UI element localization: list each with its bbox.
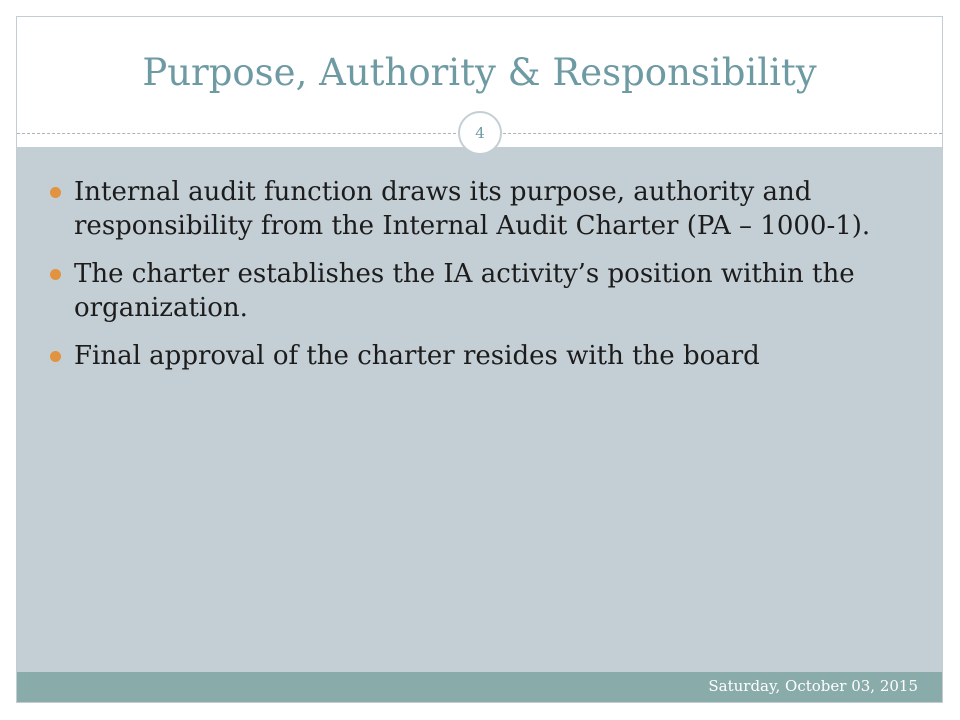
footer-date: Saturday, October 03, 2015 xyxy=(708,677,918,695)
bullet-text: The charter establishes the IA activity’s position within the organization. xyxy=(74,259,855,323)
footer-band xyxy=(17,672,942,702)
slide xyxy=(16,16,943,703)
page-number: 4 xyxy=(475,124,485,142)
bullet-dot-icon xyxy=(50,351,61,362)
slide-title: Purpose, Authority & Responsibility xyxy=(142,51,817,94)
bullet-text: Internal audit function draws its purpose, authority and responsibility from the Internal Audit Charter (PA – 1000-1). xyxy=(74,177,871,241)
bullet-text: Final approval of the charter resides with the board xyxy=(74,341,760,371)
bullet-list xyxy=(50,175,910,387)
page-number-badge xyxy=(458,111,502,155)
bullet-item xyxy=(50,175,910,243)
bullet-item xyxy=(50,339,910,373)
bullet-dot-icon xyxy=(50,187,61,198)
bullet-item xyxy=(50,257,910,325)
bullet-dot-icon xyxy=(50,269,61,280)
